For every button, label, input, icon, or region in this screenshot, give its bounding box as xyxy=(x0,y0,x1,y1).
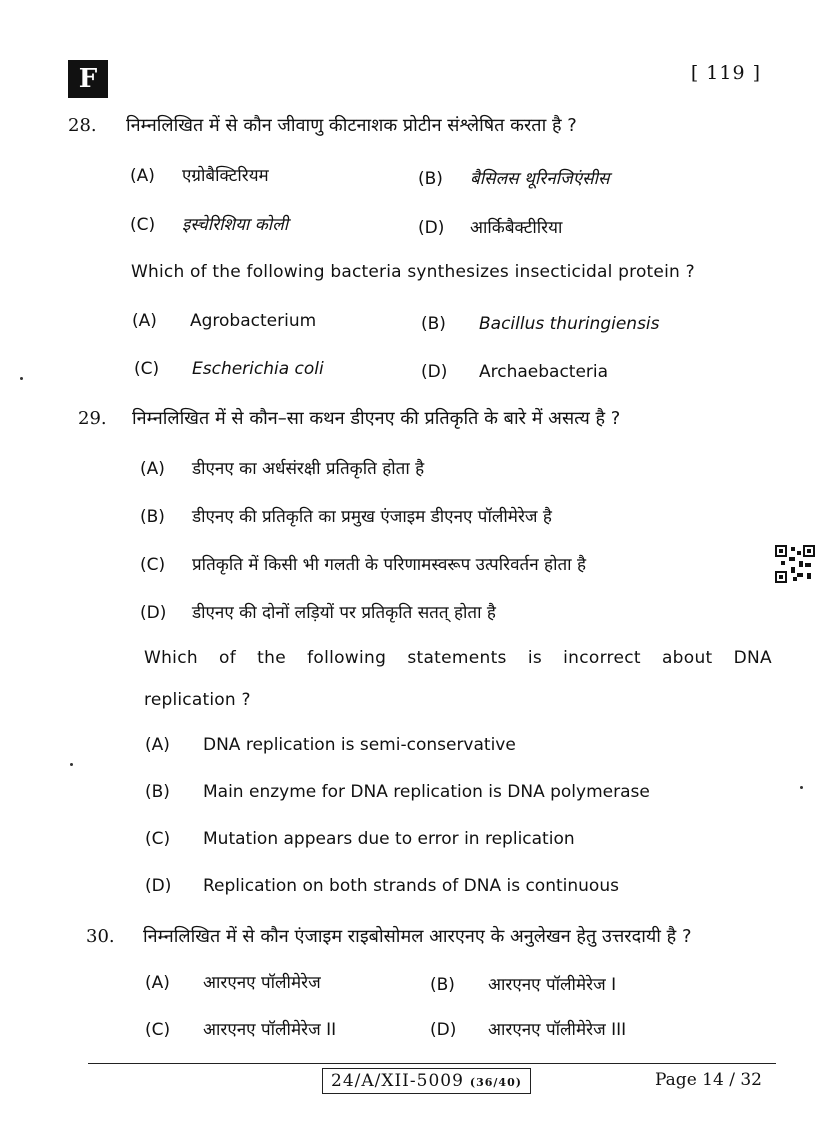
footer-rule xyxy=(88,1063,776,1064)
option-label: (B) xyxy=(140,507,165,527)
option-hindi-c xyxy=(130,212,288,235)
option-label: (C) xyxy=(140,555,166,575)
option-text: Escherichia coli xyxy=(192,359,324,379)
option-hindi-b xyxy=(140,504,552,527)
option-hindi-a xyxy=(140,456,424,479)
option-english-a xyxy=(132,311,316,331)
option-label: (A) xyxy=(140,459,165,479)
option-label: (A) xyxy=(145,973,170,993)
question-number: 28. xyxy=(68,115,97,136)
option-hindi-b xyxy=(430,972,616,995)
scan-speck xyxy=(20,377,23,380)
option-hindi-d xyxy=(418,215,562,238)
stem-word: is xyxy=(527,648,543,668)
option-label: (A) xyxy=(145,735,170,755)
option-english-b xyxy=(421,314,660,334)
question-stem-hindi: निम्नलिखित में से कौन एंजाइम राइबोसोमल आरएनए के अनुलेखन हेतु उत्तरदायी है ? xyxy=(143,926,692,947)
question-stem-english-line2: replication ? xyxy=(144,690,251,710)
option-english-c xyxy=(145,829,575,849)
option-text: Agrobacterium xyxy=(190,311,317,331)
option-text: एग्रोबैक्टिरियम xyxy=(182,166,269,186)
option-english-c xyxy=(134,359,324,379)
question-stem-english: Which of the following bacteria synthesizes insecticidal protein ? xyxy=(131,262,695,282)
stem-word: the xyxy=(257,648,286,668)
option-label: (D) xyxy=(418,218,445,238)
option-text: प्रतिकृति में किसी भी गलती के परिणामस्वरूप उत्परिवर्तन होता है xyxy=(192,555,587,575)
page-label: Page 14 / 32 xyxy=(655,1070,762,1090)
option-text: Main enzyme for DNA replication is DNA polymerase xyxy=(203,782,650,802)
question-number: 29. xyxy=(78,408,107,429)
option-label: (C) xyxy=(130,215,156,235)
qr-code-icon xyxy=(775,545,815,583)
option-text: डीएनए का अर्धसंरक्षी प्रतिकृति होता है xyxy=(192,459,425,479)
stem-word: statements xyxy=(407,648,507,668)
option-label: (B) xyxy=(421,314,446,334)
stem-word: incorrect xyxy=(563,648,641,668)
option-text: इस्चेरिशिया कोली xyxy=(182,215,289,235)
option-text: आरएनए पॉलीमेरेज III xyxy=(488,1020,627,1040)
question-stem-hindi: निम्नलिखित में से कौन–सा कथन डीएनए की प्रतिकृति के बारे में असत्य है ? xyxy=(132,408,621,429)
option-text: डीएनए की दोनों लड़ियों पर प्रतिकृति सतत् होता है xyxy=(192,603,496,623)
scan-speck xyxy=(800,786,803,789)
set-code-badge: F xyxy=(68,60,108,98)
option-text: डीएनए की प्रतिकृति का प्रमुख एंजाइम डीएनए पॉलीमेरेज है xyxy=(192,507,552,527)
page-marker: [ 119 ] xyxy=(690,62,761,84)
option-hindi-d xyxy=(430,1017,626,1040)
option-label: (B) xyxy=(430,975,455,995)
option-english-a xyxy=(145,735,516,755)
option-hindi-b xyxy=(418,166,609,189)
option-text: Mutation appears due to error in replication xyxy=(203,829,575,849)
option-label: (C) xyxy=(145,1020,171,1040)
option-label: (A) xyxy=(130,166,155,186)
scan-speck xyxy=(70,763,73,766)
option-text: आरएनए पॉलीमेरेज I xyxy=(488,975,617,995)
option-hindi-a xyxy=(145,970,321,993)
option-english-b xyxy=(145,782,650,802)
question-number: 30. xyxy=(86,926,115,947)
paper-code-box xyxy=(322,1068,531,1094)
option-hindi-c xyxy=(145,1017,336,1040)
option-text: DNA replication is semi-conservative xyxy=(203,735,516,755)
option-label: (D) xyxy=(145,876,172,896)
sheet-count: (36/40) xyxy=(469,1076,522,1089)
option-hindi-c xyxy=(140,552,586,575)
option-label: (C) xyxy=(134,359,160,379)
option-text: Archaebacteria xyxy=(479,362,609,382)
option-text: आरएनए पॉलीमेरेज xyxy=(203,973,321,993)
stem-word: of xyxy=(219,648,237,668)
question-stem-english-line1 xyxy=(144,648,772,668)
option-label: (D) xyxy=(430,1020,457,1040)
option-label: (D) xyxy=(140,603,167,623)
option-text: आरएनए पॉलीमेरेज II xyxy=(203,1020,337,1040)
question-stem-hindi: निम्नलिखित में से कौन जीवाणु कीटनाशक प्रोटीन संश्लेषित करता है ? xyxy=(126,115,577,136)
option-english-d xyxy=(145,876,619,896)
option-text: बैसिलस थूरिनजिएंसीस xyxy=(470,169,610,189)
option-label: (D) xyxy=(421,362,448,382)
stem-word: Which xyxy=(144,648,198,668)
option-text: Replication on both strands of DNA is continuous xyxy=(203,876,619,896)
paper-code: 24/A/XII-5009 xyxy=(331,1071,464,1091)
option-label: (B) xyxy=(418,169,443,189)
option-text: आर्किबैक्टीरिया xyxy=(470,218,563,238)
option-label: (A) xyxy=(132,311,157,331)
option-label: (B) xyxy=(145,782,170,802)
option-hindi-d xyxy=(140,600,496,623)
option-english-d xyxy=(421,362,608,382)
stem-word: about xyxy=(661,648,713,668)
option-text: Bacillus thuringiensis xyxy=(479,314,660,334)
option-label: (C) xyxy=(145,829,171,849)
option-hindi-a xyxy=(130,163,269,186)
stem-word: DNA xyxy=(733,648,772,668)
stem-word: following xyxy=(307,648,387,668)
